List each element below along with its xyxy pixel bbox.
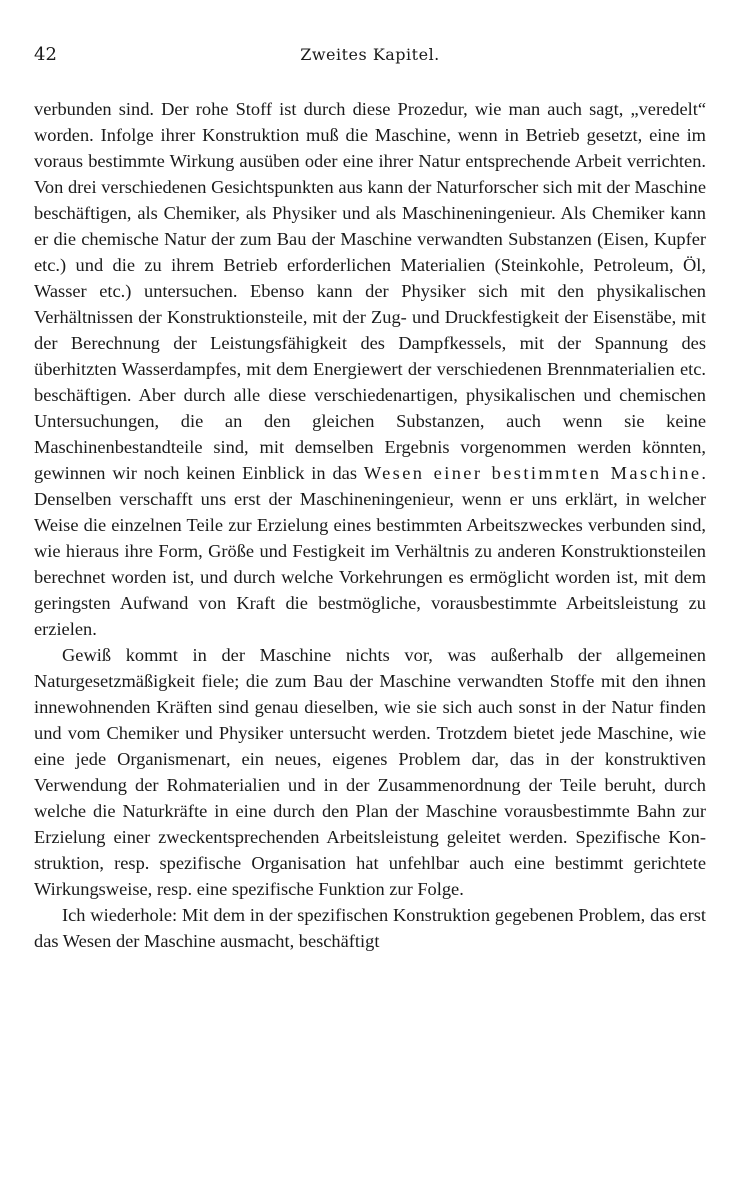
page-number: 42 <box>34 44 57 65</box>
body-text <box>34 96 706 954</box>
paragraph-3: Ich wiederhole: Mit dem in der spezifischen Konstruktion gegebenen Problem, das erst das Wesen der Maschine ausmacht, beschäftigt <box>34 905 706 951</box>
paragraph-1-part-2: . Denselben verschafft uns erst der Maschineningenieur, wenn er uns erklärt, in welcher Weise die einzelnen Teile zur Erzielung eines bestimmten Arbeitszweckes verbunden sind, wie hieraus ihre Form, Größe und Festigkeit im Verhältnis zu anderen Konstruktionsteilen berechnet worden ist, und durch welche Vorkehrungen es ermöglicht worden ist, mit dem geringsten Aufwand von Kraft die bestmögliche, vorausbestimmte Arbeitsleistung zu erzielen. <box>34 463 706 639</box>
page-header <box>34 44 706 72</box>
paragraph-1-part-1: verbunden sind. Der rohe Stoff ist durch diese Prozedur, wie man auch sagt, „veredelt“ worden. Infolge ihrer Konstruktion muß die Maschine, wenn in Betrieb gesetzt, eine im voraus bestimmte Wirkung ausüben oder eine ihrer Natur entsprechende Arbeit verrichten. Von drei verschiedenen Gesichtspunkten aus kann der Naturforscher sich mit der Maschine beschäftigen, als Chemiker, als Physiker und als Maschineningenieur. Als Chemiker kann er die chemische Natur der zum Bau der Maschine verwandten Substanzen (Eisen, Kupfer etc.) und die zu ihrem Betrieb erforderlichen Materialien (Steinkohle, Petroleum, Öl, Wasser etc.) untersuchen. Ebenso kann der Physiker sich mit den physikalischen Verhältnissen der Konstruktionsteile, mit der Zug- und Druckfestigkeit der Eisenstäbe, mit der Berechnung der Leistungsfähigkeit des Dampfkessels, mit der Spannung des überhitzten Wasserdampfes, mit dem Energiewert der verschiedenen Brennmaterialien etc. beschäftigen. Aber durch alle diese verschiedenartigen, physikalischen und chemischen Untersuchungen, die an den gleichen Substanzen, auch wenn sie keine Maschinenbestandteile sind, mit demselben Ergebnis vorgenommen werden könnten, gewinnen wir noch keinen Einblick in das <box>34 99 706 483</box>
paragraph-2: Gewiß kommt in der Maschine nichts vor, was außerhalb der allgemeinen Naturgesetzmäßigkeit fiele; die zum Bau der Maschine verwandten Stoffe mit den ihnen innewohnenden Kräften sind genau dieselben, wie sie sich auch sonst in der Natur finden und vom Chemiker und Physiker untersucht werden. Trotzdem bietet jede Maschine, wie eine jede Organismenart, ein neues, eigenes Problem dar, das in der konstruktiven Verwendung der Rohmaterialien und in der Zusammenordnung der Teile beruht, durch welche die Naturkräfte in eine durch den Plan der Maschine vorausbestimmte Bahn zur Erzielung einer zweckentsprechenden Arbeitsleistung geleitet werden. Spezifische Konstruktion, resp. spezifische Organisation hat unfehlbar auch eine bestimmt gerichtete Wirkungsweise, resp. eine spezifische Funktion zur Folge. <box>34 645 706 899</box>
running-head: Zweites Kapitel. <box>300 45 440 64</box>
emphasized-phrase: Wesen einer bestimmten Maschine <box>363 463 702 483</box>
paragraph-1 <box>34 96 706 642</box>
book-page <box>34 44 706 954</box>
